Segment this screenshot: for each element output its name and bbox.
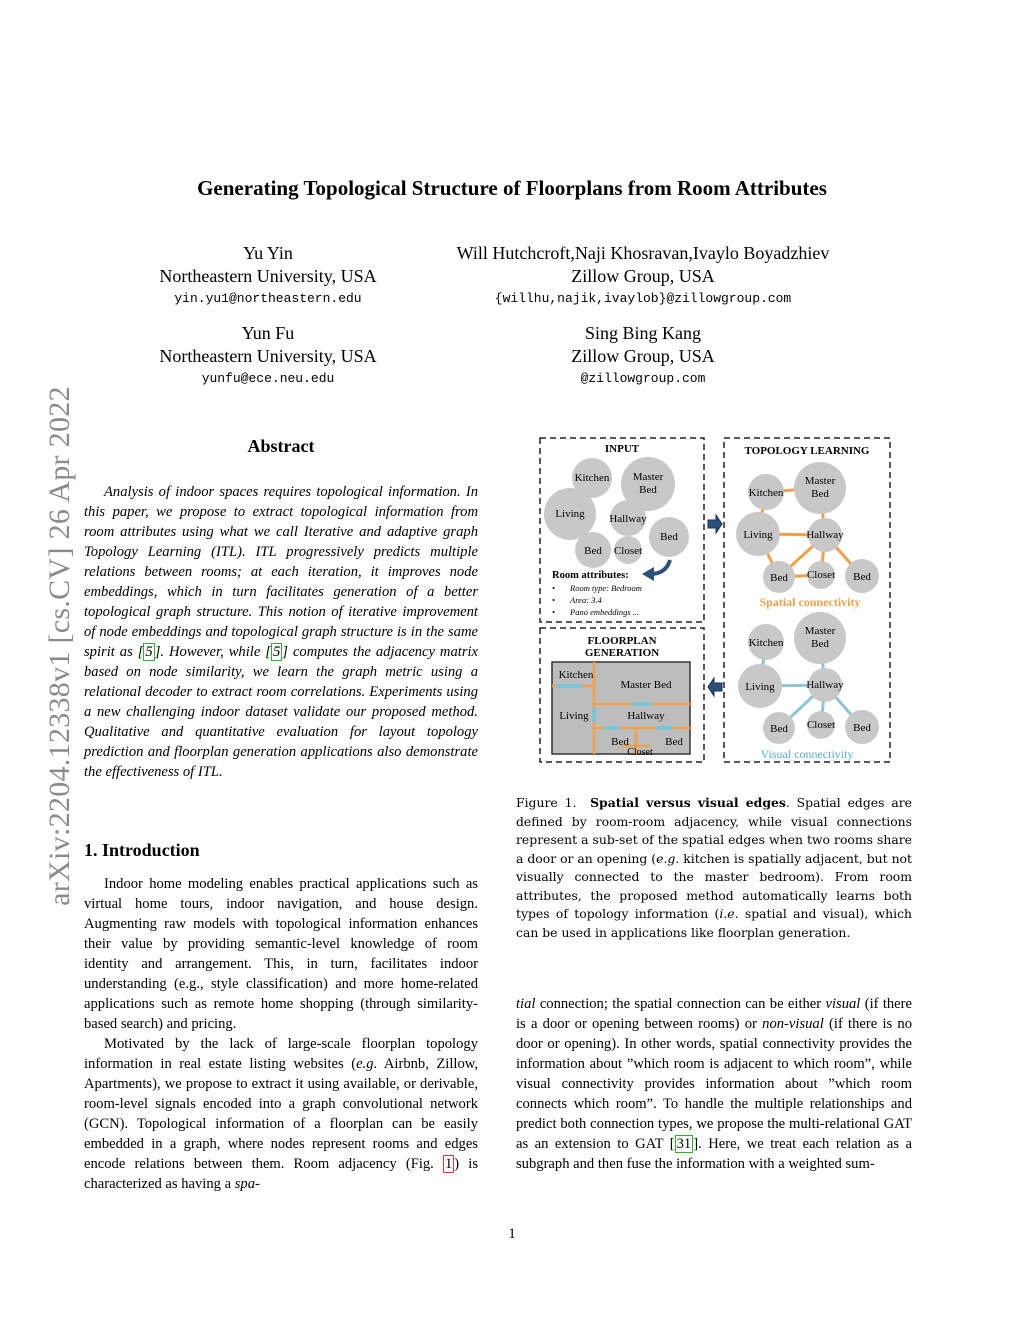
attr-pano: Pano embeddings ... <box>570 607 640 617</box>
topo-label-master: Master <box>804 475 836 487</box>
figure-link[interactable]: 1 <box>444 1156 453 1172</box>
paper-title: Generating Topological Structure of Floorplans from Room Attributes <box>197 176 827 200</box>
page-number: 1 <box>508 1226 516 1242</box>
author-affiliation: Northeastern University, USA <box>159 346 377 366</box>
vis-label-bed: Bed <box>811 638 829 650</box>
vis-label-kitchen: Kitchen <box>748 637 784 649</box>
attr-room-type: Room type: Bedroom <box>570 583 642 593</box>
input-label-living: Living <box>555 508 585 520</box>
arrow-right-icon <box>708 515 722 533</box>
topo-label-hallway: Hallway <box>806 529 844 541</box>
input-panel-title: INPUT <box>604 443 640 455</box>
generation-panel-title-2: GENERATION <box>584 647 660 659</box>
arxiv-identifier: arXiv:2204.12338v1 [cs.CV] 26 Apr 2022 <box>43 386 76 906</box>
author-block-2 <box>420 242 866 310</box>
intro-paragraph: Indoor home modeling enables practical applications such as virtual home tours, indoor navigation, and house design. Augmenting raw models with topological information enhances their value by providing semantic-level knowledge of room identity and arrangement. This, in turn, facilitates indoor understanding (e.g., style classification) and more home-related applications such as remote home shopping (through similarity-based search) and pricing. <box>84 876 478 1032</box>
topo-label-living: Living <box>743 529 773 541</box>
topo-label-closet: Closet <box>806 569 836 581</box>
citation-link[interactable]: 5 <box>145 644 153 660</box>
input-label-bed-2: Bed <box>584 545 602 557</box>
attr-bullet: • <box>552 607 555 617</box>
attr-bullet: • <box>552 595 555 605</box>
topology-panel-title: TOPOLOGY LEARNING <box>744 445 870 457</box>
attribute-arrow-head <box>642 567 654 581</box>
author-email: @zillowgroup.com <box>580 371 706 386</box>
attr-bullet: • <box>552 583 555 593</box>
floorplan-label-master-bed: Master Bed <box>620 679 672 691</box>
spatial-connectivity-label: Spatial connectivity <box>759 595 861 609</box>
author-affiliation: Zillow Group, USA <box>571 266 715 286</box>
vis-label-bed-1: Bed <box>770 723 788 735</box>
floorplan-label-living: Living <box>559 710 589 722</box>
intro-paragraph: Motivated by the lack of large-scale floorplan topology information in real estate listing websites (e.g. Airbnb, Zillow, Apartments), we propose to extract it using available, or derivable, room-level signals encoded into a graph convolutional network (GCN). Topological information of a floorplan can be easily embedded in a graph, where nodes represent rooms and edges encode relations between them. Room adjacency (Fig. 1 ) is characterized as having a spa- <box>84 1036 479 1192</box>
input-label-bed: Bed <box>639 484 657 496</box>
floorplan-label-bed-1: Bed <box>611 736 629 748</box>
author-email: yunfu@ece.neu.edu <box>201 371 335 386</box>
topo-label-bed: Bed <box>811 488 829 500</box>
vis-label-bed-2: Bed <box>853 722 871 734</box>
generation-panel-title: FLOORPLAN <box>587 635 657 647</box>
author-email: {willhu,najik,ivaylob}@zillowgroup.com <box>494 291 792 306</box>
author-name: Yun Fu <box>241 323 295 343</box>
right-column-text: tial connection; the spatial connection can be either visual (if there is a door or opening between rooms) or non-visual (if there is no door or opening). In other words, spatial connectivity provides the information about ”which room is adjacent to which room”, while visual connectivity provides information about ”which room connects which room”. To handle the multiple relationships and predict both connection types, we propose the multi-relational GAT as an extension to GAT [ 31 ]. Here, we treat each relation as a subgraph and then fuse the information with a weighted sum- <box>516 996 913 1172</box>
arrow-left-icon <box>708 678 722 696</box>
author-email: yin.yu1@northeastern.edu <box>174 291 362 306</box>
author-block-3 <box>118 322 418 390</box>
author-affiliation: Northeastern University, USA <box>159 266 377 286</box>
vis-label-master: Master <box>804 625 836 637</box>
attr-area: Area: 3.4 <box>570 595 602 605</box>
abstract-body: Analysis of indoor spaces requires topological information. In this paper, we propose to extract topological information from room attributes using what we call Iterative and adaptive graph Topology Learning (ITL). ITL progressively predicts multiple relations between rooms; at each iteration, it improves node embeddings, which in turn facilitates generation of a better topological graph structure. This notion of iterative improvement of node embeddings and topological graph structure is in the same spirit as [ 5 ]. However, while [ 5 ] computes the adjacency matrix based on node similarity, we learn the graph metric using a relational decoder to extract room correlations. Experiments using a new challenging indoor dataset validate our proposed method. Qualitative and quantitative evaluation for layout topology prediction and floorplan generation applications also demonstrate the effectiveness of ITL. <box>84 484 479 780</box>
citation-link[interactable]: 5 <box>272 644 281 660</box>
vis-label-hallway: Hallway <box>806 679 844 691</box>
vis-label-living: Living <box>745 681 775 693</box>
input-label-master: Master <box>632 471 664 483</box>
floorplan-label-hallway: Hallway <box>627 710 665 722</box>
floorplan-label-kitchen: Kitchen <box>558 669 594 681</box>
author-affiliation: Zillow Group, USA <box>571 346 715 366</box>
input-label-kitchen: Kitchen <box>574 472 610 484</box>
topo-label-bed-2: Bed <box>853 571 871 583</box>
author-name: Will Hutchcroft,Naji Khosravan,Ivaylo Boyadzhiev <box>456 243 830 263</box>
input-label-hallway: Hallway <box>609 513 647 525</box>
intro-body <box>84 874 478 1194</box>
topo-label-bed-1: Bed <box>770 572 788 584</box>
vis-label-closet: Closet <box>806 719 836 731</box>
floorplan-label-closet: Closet <box>627 747 653 758</box>
author-block-4 <box>420 322 866 390</box>
author-name: Sing Bing Kang <box>584 323 701 343</box>
citation-link[interactable]: 31 <box>676 1136 692 1152</box>
figure-1-diagram <box>538 436 892 764</box>
visual-connectivity-label: Visual connectivity <box>760 747 854 761</box>
input-label-bed-1: Bed <box>660 531 678 543</box>
topo-label-kitchen: Kitchen <box>748 487 784 499</box>
abstract-heading: Abstract <box>247 436 315 456</box>
floorplan-label-bed-2: Bed <box>665 736 683 748</box>
room-attributes-title: Room attributes: <box>552 570 629 581</box>
section-heading-introduction: 1. Introduction <box>84 840 200 860</box>
author-name: Yu Yin <box>243 243 293 263</box>
figure-1-caption: Figure 1. Spatial versus visual edges. Spatial edges are defined by room-room adjacency, while visual connections represent a sub-set of the spatial edges when two rooms share a door or an opening (e.g. kitchen is spatially adjacent, but not visually connected to the master bedroom). From room attributes, the proposed method automatically learns both types of topology information (i.e. spatial and visual), which can be used in applications like floorplan generation. <box>516 795 913 940</box>
input-label-closet: Closet <box>613 545 643 557</box>
author-block-1 <box>118 242 418 310</box>
